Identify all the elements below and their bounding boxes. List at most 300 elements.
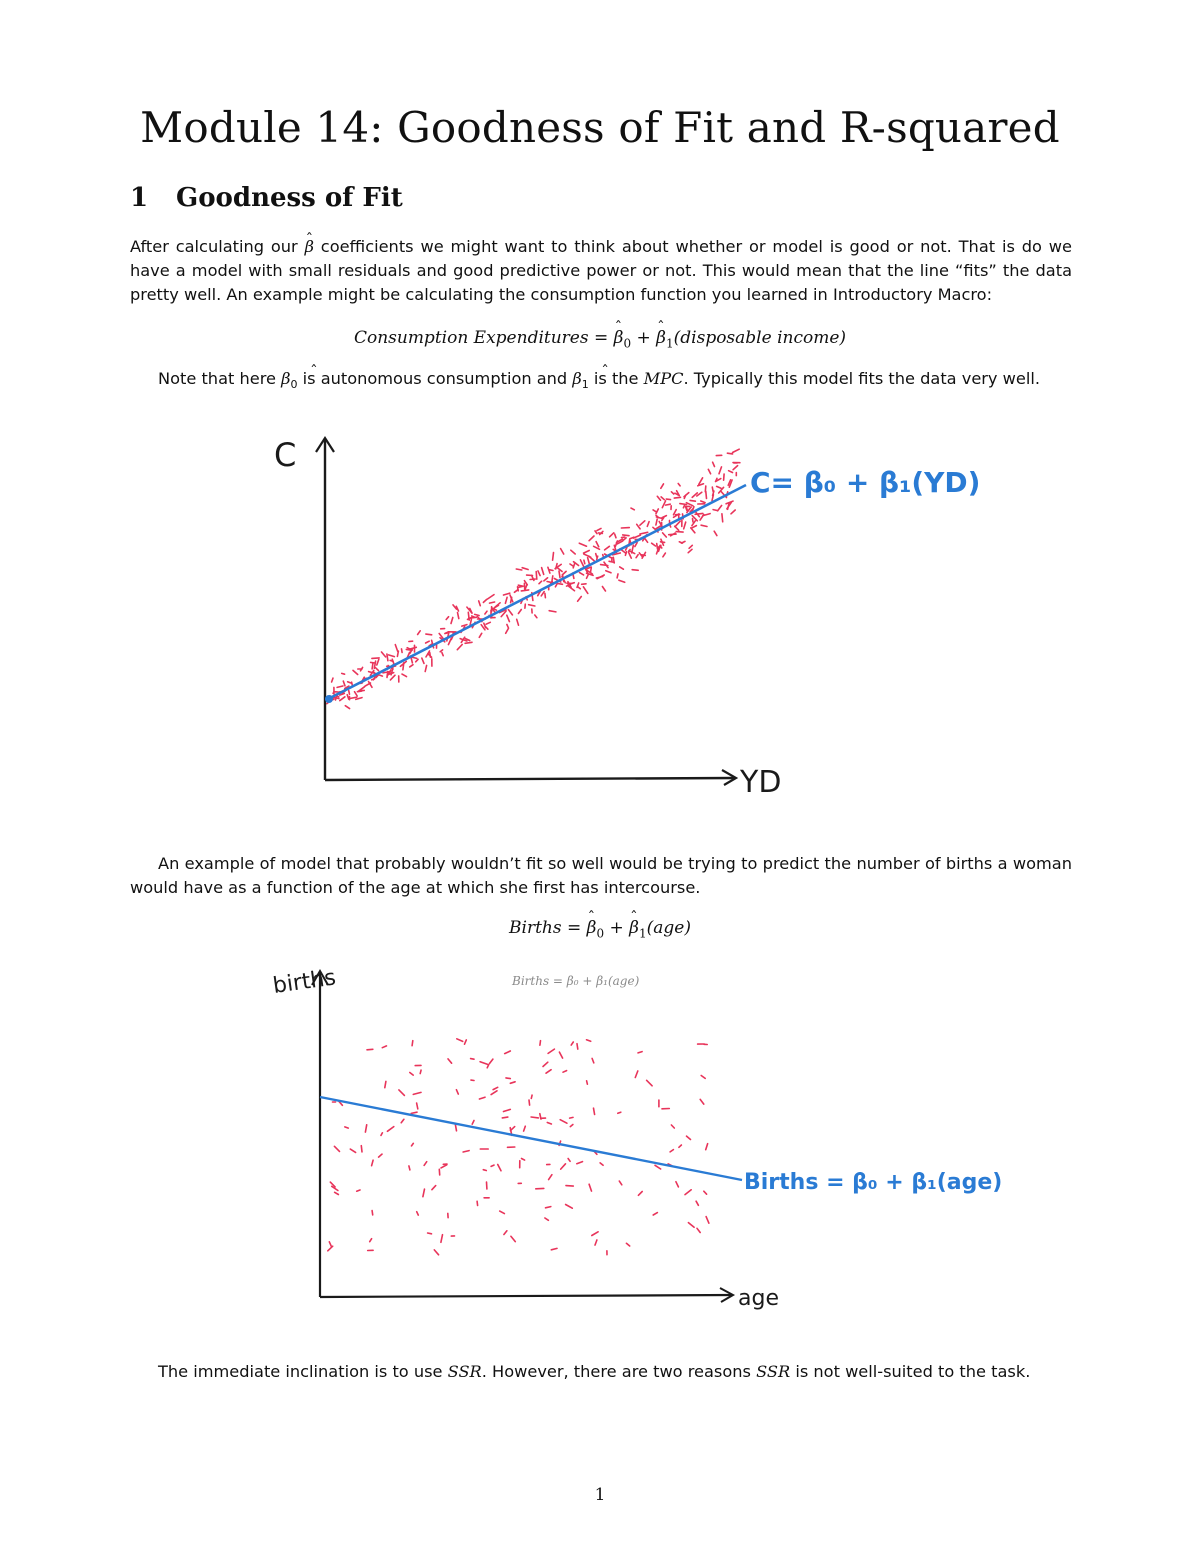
scatter-point [422,658,424,663]
scatter-point [456,1090,458,1094]
beta-hat-1: ˆ β [572,369,581,388]
scatter-point [676,1182,679,1187]
subscript: 1 [639,926,647,941]
scatter-point [541,592,544,596]
equation-births [0,918,1200,940]
scatter-point [477,1201,478,1205]
paragraph-note [130,367,1072,397]
scatter-point [550,570,553,571]
section-heading [130,183,403,213]
scatter-point [504,1231,507,1235]
scatter-point [633,535,640,538]
scatter-point [696,1201,698,1205]
scatter-point [448,638,451,644]
scatter-point [410,1073,413,1076]
scatter-point [475,614,479,615]
scatter-point [560,1120,567,1124]
scatter-point [683,505,684,508]
scatter-point [456,606,458,611]
scatter-points [328,1039,709,1255]
scatter-point [701,525,707,526]
text-run: . Typically this model fits the data very well. [683,369,1040,388]
paragraph-intro [130,235,1072,307]
scatter-point [688,549,692,552]
scatter-point [409,1166,410,1170]
scatter-point [413,1092,421,1094]
scatter-point [547,1123,551,1125]
scatter-point [652,543,656,546]
scatter-point [462,625,467,627]
subscript: 1 [666,336,674,351]
scatter-point [605,546,610,550]
scatter-point [353,670,358,674]
scatter-point [617,574,618,578]
scatter-point [345,706,349,709]
scatter-point [589,536,594,541]
scatter-point [517,619,519,625]
text-run: coefficients we might want to think about whether or model is good or not. That is do we have a model with small residuals and good predictive power or not. This would mean that the line “fits” the data pretty well. An example might be calculating the consumption function you learned in Introductory Macro: [130,237,1072,304]
scatter-point [619,580,625,582]
scatter-point [412,1041,413,1046]
scatter-point [420,1070,421,1074]
scatter-point [600,1163,603,1165]
scatter-point [480,1062,487,1065]
scatter-point [559,1052,562,1058]
scatter-point [342,673,345,674]
scatter-point [387,1127,393,1132]
scatter-point [596,554,597,558]
scatter-point [361,667,363,670]
scatter-point [636,555,638,558]
scatter-point [618,1112,621,1113]
scatter-point [465,1040,467,1044]
scatter-point [559,571,560,578]
scatter-point [622,537,625,538]
scatter-point [714,531,717,535]
scatter-point [371,662,376,663]
scatter-points [326,449,740,708]
intercept-dot [325,695,333,703]
scatter-point [350,1149,355,1152]
fitted-line [328,485,746,699]
scatter-point [493,1087,498,1089]
scatter-point [729,471,733,473]
scatter-point [516,569,522,570]
scatter-point [706,1144,708,1150]
scatter-point [355,692,358,696]
x-axis [325,778,735,780]
scatter-point [546,1070,551,1074]
scatter-point [365,1125,366,1132]
scatter-point [674,497,680,498]
scatter-point [471,1059,474,1060]
scatter-point [463,1151,469,1152]
scatter-point [522,568,528,570]
scatter-point [571,1042,573,1045]
scatter-point [656,519,657,525]
scatter-point [697,1228,700,1232]
scatter-point [717,486,721,488]
scatter-point [686,503,693,506]
scatter-point [507,625,508,628]
scatter-point [510,1082,515,1084]
scatter-point [536,572,537,580]
ssr-symbol: SSR [447,1362,482,1381]
fitted-line [320,1097,742,1180]
scatter-point [592,1058,594,1063]
scatter-point [504,593,510,595]
scatter-point [635,1071,638,1078]
paragraph-ssr [130,1360,1072,1384]
scatter-point [483,599,486,602]
scatter-point [401,1119,404,1123]
beta-hat-0: ˆ β [281,369,290,388]
scatter-point [676,532,683,533]
scatter-point [372,663,373,669]
scatter-point [638,1052,642,1053]
scatter-point [669,534,676,535]
scatter-point [733,449,740,452]
text-run: The immediate inclination is to use [158,1362,448,1381]
scatter-point [531,1095,532,1098]
scatter-point [562,571,566,575]
eq-lhs: Births [509,918,562,938]
scatter-point [539,581,542,584]
scatter-point [684,522,686,529]
scatter-point [345,1127,349,1128]
scatter-point [690,500,695,501]
scatter-point [382,652,386,657]
scatter-point [446,617,448,620]
scatter-point [417,1103,418,1109]
scatter-point [479,633,481,637]
scatter-point [558,568,563,572]
scatter-point [584,551,590,554]
scatter-point [640,521,645,525]
scatter-point [566,1205,573,1209]
scatter-point [632,570,638,571]
scatter-point [577,1044,578,1049]
scatter-point [522,1159,525,1161]
scatter-point [548,1049,554,1053]
scatter-point [713,510,718,511]
scatter-point [432,1186,436,1190]
subscript: 1 [581,378,589,392]
scatter-point [671,492,673,494]
scatter-point [713,462,715,466]
scatter-point [555,584,557,587]
scatter-point [623,538,626,541]
scatter-point [426,634,432,635]
scatter-point [663,533,667,537]
scatter-point [535,615,537,618]
scatter-point [458,613,459,619]
scatter-point [599,533,603,534]
line-label: Births = β₀ + β₁(age) [744,1170,1003,1195]
scatter-point [580,560,583,567]
scatter-point [442,653,443,656]
scatter-point [332,678,333,682]
scatter-point [675,526,679,530]
text-run: Note that here [158,369,282,388]
scatter-point [724,474,725,480]
scatter-point [531,1117,538,1118]
text-run: is autonomous consumption and [297,369,573,388]
scatter-point [587,1081,588,1084]
scatter-point [666,499,670,500]
scatter-point [491,1091,497,1095]
x-axis [320,1295,732,1297]
scatter-point [570,1125,573,1127]
scatter-point [390,675,395,680]
scatter-point [706,491,707,498]
scatter-point [653,510,657,512]
scatter-point [382,1046,386,1048]
scatter-point [485,611,487,614]
scatter-point [719,467,722,474]
scatter-point [457,1039,463,1042]
scatter-point [661,484,664,488]
scatter-point [441,1235,443,1243]
scatter-point [686,506,687,509]
scatter-point [440,650,442,652]
scatter-point [381,1133,382,1136]
scatter-point [596,542,599,547]
text-run: . However, there are two reasons [481,1362,757,1381]
y-axis-label: C [274,436,297,474]
scatter-point [570,564,573,566]
scatter-point [701,1076,705,1079]
scatter-point [610,533,614,537]
scatter-point [377,659,379,665]
scatter-point [584,560,585,564]
scatter-point [529,605,535,606]
scatter-point [372,1211,373,1215]
scatter-point [418,631,421,635]
scatter-point [661,497,664,500]
scatter-point [573,563,575,568]
scatter-point [489,1059,493,1064]
scatter-point [708,469,710,474]
scatter-point [511,1236,515,1241]
scatter-point [666,504,671,505]
scatter-point [505,597,507,603]
scatter-point [491,1165,494,1166]
page-number: 1 [594,1485,606,1505]
scatter-point [529,1100,530,1105]
scatter-point [551,1248,557,1249]
scatter-point [385,1081,386,1087]
scatter-point [502,1117,508,1118]
scatter-point [347,695,349,700]
scatter-point [399,1090,405,1096]
scatter-point [518,586,523,587]
scatter-point [465,642,472,643]
scatter-point [594,1108,595,1114]
scatter-point [451,618,453,624]
scatter-point [411,1112,417,1113]
scatter-point [361,1146,362,1152]
scatter-point [700,1099,704,1104]
scatter-point [412,1143,414,1146]
beta-hat-1: ˆ β [629,918,639,938]
paragraph-births: An example of model that probably wouldn’t fit so well would be trying to predict the number of births a woman would have as a function of the age at which she first has intercourse. [130,854,1072,897]
scatter-point [647,1080,653,1086]
scatter-point [595,1240,597,1245]
scatter-point [655,1165,661,1169]
scatter-point [727,453,732,454]
scatter-point [587,575,589,578]
scatter-point [568,1159,570,1162]
scatter-point [699,478,703,485]
scatter-point [679,1145,682,1147]
page-title: Module 14: Goodness of Fit and R-squared [140,103,1060,152]
subscript: 0 [290,378,298,392]
scatter-point [370,1239,372,1242]
scatter-point [329,1242,331,1247]
scatter-point [504,1109,511,1111]
scatter-point [712,487,713,491]
scatter-point [379,1154,382,1157]
text-run: is the [588,369,644,388]
scatter-point [486,622,490,624]
scatter-point [662,501,665,508]
scatter-point [546,1207,551,1208]
births-figure [260,955,1003,1315]
scatter-point [507,615,510,621]
scatter-point [425,665,426,671]
scatter-point [638,1192,642,1196]
scatter-point [545,593,546,597]
scatter-point [540,1041,541,1046]
scatter-point [428,1233,432,1234]
scatter-point [693,519,694,522]
beta-hat-0: ˆ β [614,328,624,348]
scatter-point [389,655,395,657]
scatter-point [518,610,521,614]
scatter-point [372,1160,374,1166]
figure-caption: Births = β₀ + β₁(age) [512,974,640,988]
x-axis-label: age [738,1286,779,1311]
scatter-point [387,654,388,661]
scatter-point [357,1190,360,1191]
eq-rhs: (age) [646,918,691,938]
eq-sign: = [588,328,614,348]
scatter-point [640,532,648,534]
eq-sign: = [561,918,587,938]
scatter-point [472,1121,474,1125]
scatter-point [606,571,611,573]
scatter-point [455,1125,456,1131]
beta-hat-1: ˆ β [656,328,666,348]
equation-consumption [0,328,1200,350]
scatter-point [561,1164,566,1169]
scatter-point [689,507,691,509]
scatter-point [563,1071,567,1073]
scatter-point [441,1165,447,1168]
scatter-point [544,578,548,581]
scatter-point [602,587,605,592]
x-axis-label: YD [740,765,782,800]
scatter-point [689,545,692,548]
scatter-point [372,658,379,659]
scatter-point [687,1136,691,1139]
scatter-point [506,628,509,633]
scatter-point [549,611,556,612]
scatter-point [335,1192,339,1194]
scatter-point [731,510,735,514]
scatter-point [580,573,584,575]
scatter-point [663,553,666,557]
scatter-point [548,567,550,573]
scatter-point [479,601,481,606]
scatter-point [631,508,634,510]
scatter-point [498,1164,501,1170]
y-axis-label: births [271,965,338,999]
line-label: C= β₀ + β₁(YD) [750,466,981,499]
scatter-point [662,516,666,518]
scatter-point [589,1184,591,1191]
scatter-point [688,1223,694,1228]
scatter-point [722,514,723,522]
scatter-point [508,610,512,615]
subscript: 0 [623,336,632,351]
scatter-point [653,1213,657,1215]
scatter-point [570,1117,573,1118]
eq-plus: + [604,918,630,938]
scatter-point [733,466,738,470]
scatter-point [700,515,704,521]
mpc-symbol: MPC [643,369,684,388]
scatter-point [678,484,680,486]
beta-hat-0: ˆ β [587,918,597,938]
section-number: 1 [130,183,149,213]
scatter-point [704,1191,707,1194]
scatter-point [553,553,554,561]
scatter-point [426,641,430,643]
scatter-point [423,1189,425,1197]
ssr-symbol: SSR [756,1362,791,1381]
scatter-point [571,550,575,554]
scatter-point [524,1126,526,1131]
scatter-point [629,553,631,558]
scatter-point [670,1150,673,1152]
scatter-point [615,534,616,538]
scatter-point [566,1186,573,1187]
scatter-point [597,556,598,559]
scatter-point [448,1059,452,1063]
scatter-point [609,561,614,562]
scatter-point [680,504,687,505]
scatter-point [684,493,689,497]
consumption-figure [260,428,981,808]
scatter-point [561,549,564,554]
scatter-point [506,1078,510,1079]
scatter-point [334,1146,339,1151]
scatter-point [579,543,586,546]
scatter-point [483,1170,486,1171]
scatter-point [706,1217,709,1224]
scatter-point [367,1049,373,1050]
scatter-point [597,528,601,530]
scatter-point [558,584,563,585]
scatter-point [545,1218,549,1220]
scatter-point [376,668,379,671]
scatter-point [549,1175,552,1180]
scatter-point [635,543,637,547]
scatter-point [583,587,587,594]
scatter-point [578,597,582,602]
